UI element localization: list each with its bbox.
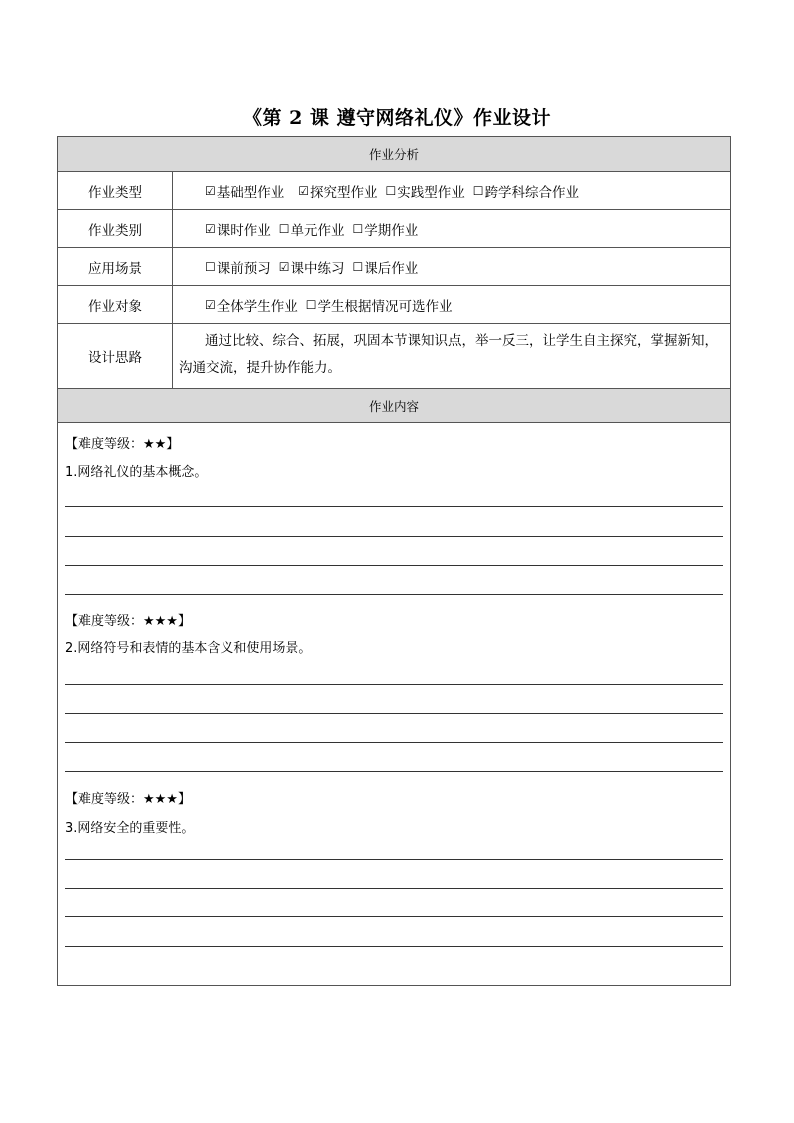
content-header: 作业内容 (58, 388, 730, 423)
checkbox-icon: ☑ (278, 259, 290, 274)
option[interactable] (205, 181, 284, 201)
option[interactable] (205, 257, 271, 277)
question-text: 3.网络安全的重要性。 (65, 821, 195, 836)
option-label: 实践型作业 (397, 184, 465, 201)
difficulty-label: 【难度等级：★★★】 (65, 614, 191, 629)
checkbox-icon: ☑ (298, 183, 310, 198)
page-title: 《第 2 课 遵守网络礼仪》作业设计 (242, 107, 552, 129)
row-label: 应用场景 (58, 248, 173, 285)
row-homework-target (58, 286, 730, 324)
answer-line[interactable] (65, 565, 723, 566)
answer-line[interactable] (65, 684, 723, 685)
option[interactable] (279, 257, 345, 277)
question-text: 1.网络礼仪的基本概念。 (65, 465, 208, 480)
row-label: 设计思路 (58, 324, 173, 388)
option-label: 单元作业 (290, 222, 345, 239)
answer-line[interactable] (65, 536, 723, 537)
row-homework-category (58, 210, 730, 248)
homework-table (57, 136, 731, 986)
options (173, 286, 730, 323)
difficulty-label: 【难度等级：★★】 (65, 437, 180, 452)
option-label: 基础型作业 (216, 184, 285, 201)
options (173, 248, 730, 285)
checkbox-icon: ☑ (205, 221, 216, 236)
option-label: 探究型作业 (310, 184, 378, 201)
answer-line[interactable] (65, 859, 723, 860)
option-label: 学生根据情况可选作业 (317, 298, 453, 315)
answer-line[interactable] (65, 771, 723, 772)
option-label: 课中练习 (290, 260, 345, 277)
option-label: 课前预习 (216, 260, 271, 277)
option[interactable] (473, 181, 579, 201)
row-homework-type (58, 172, 730, 210)
question-text: 2.网络符号和表情的基本含义和使用场景。 (65, 641, 312, 656)
row-design-idea (58, 324, 730, 388)
option-label: 课时作业 (216, 222, 271, 239)
answer-line[interactable] (65, 594, 723, 595)
checkbox-icon: ☐ (205, 259, 216, 274)
design-text: 通过比较、综合、拓展，巩固本节课知识点，举一反三，让学生自主探究，掌握新知，沟通交流，提升协作能力。 (179, 333, 718, 376)
option[interactable] (306, 295, 453, 315)
answer-line[interactable] (65, 946, 723, 947)
answer-line[interactable] (65, 916, 723, 917)
row-application-scene (58, 248, 730, 286)
answer-line[interactable] (65, 888, 723, 889)
difficulty-label: 【难度等级：★★★】 (65, 792, 191, 807)
option-label: 全体学生作业 (216, 298, 298, 315)
option[interactable] (279, 219, 345, 239)
option-label: 课后作业 (364, 260, 419, 277)
answer-line[interactable] (65, 742, 723, 743)
checkbox-icon: ☐ (352, 259, 364, 274)
option[interactable] (353, 257, 419, 277)
checkbox-icon: ☐ (385, 183, 397, 198)
checkbox-icon: ☑ (205, 297, 216, 312)
option-label: 学期作业 (364, 222, 419, 239)
answer-line[interactable] (65, 713, 723, 714)
row-label: 作业类别 (58, 210, 173, 247)
checkbox-icon: ☐ (352, 221, 364, 236)
option[interactable] (353, 219, 419, 239)
checkbox-icon: ☐ (305, 297, 317, 312)
answer-line[interactable] (65, 506, 723, 507)
options (173, 172, 730, 209)
options (173, 210, 730, 247)
option[interactable] (205, 219, 271, 239)
option-label: 跨学科综合作业 (484, 184, 580, 201)
row-label: 作业对象 (58, 286, 173, 323)
row-label: 作业类型 (58, 172, 173, 209)
option[interactable] (298, 181, 377, 201)
option[interactable] (386, 181, 465, 201)
checkbox-icon: ☐ (278, 221, 290, 236)
checkbox-icon: ☑ (205, 183, 216, 198)
analysis-header: 作业分析 (58, 137, 730, 172)
option[interactable] (205, 295, 298, 315)
checkbox-icon: ☐ (472, 183, 484, 198)
